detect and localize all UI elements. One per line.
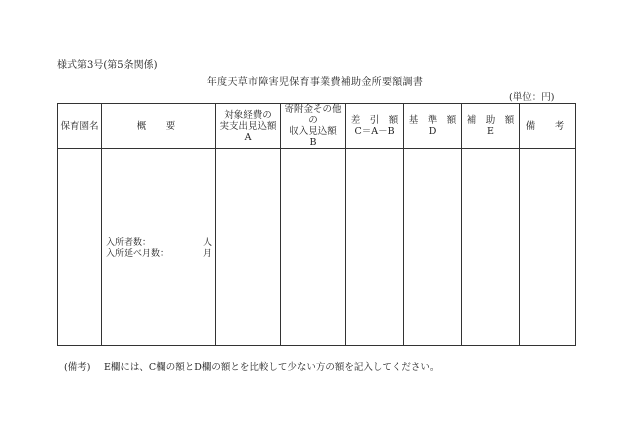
remark-label: (備考) xyxy=(64,362,91,373)
header-line: B xyxy=(309,137,317,148)
cell-standard-amount[interactable] xyxy=(404,149,462,346)
table-header-row xyxy=(58,104,576,149)
col-header-difference xyxy=(346,104,404,149)
form-number: 様式第3号(第5条関係) xyxy=(57,60,158,71)
header-line: 補 助 額 xyxy=(466,115,515,126)
header-line: 対象経費の xyxy=(224,109,272,121)
cell-overview[interactable] xyxy=(102,149,216,346)
col-header-remarks xyxy=(520,104,576,149)
estimate-table xyxy=(57,103,576,346)
cell-difference[interactable] xyxy=(346,149,404,346)
cell-nursery-name[interactable] xyxy=(58,149,102,346)
header-line: 寄附金その他の xyxy=(284,104,342,126)
table-row xyxy=(58,149,576,346)
remark-text: E欄には、C欄の額とD欄の額とを比較して少ない方の額を記入してください。 xyxy=(104,362,440,373)
field-unit: 月 xyxy=(203,249,213,259)
col-header-nursery-name xyxy=(58,104,102,149)
header-line: 保育園名 xyxy=(60,120,99,132)
header-line: D xyxy=(428,126,437,137)
field-label: 入所延べ月数： xyxy=(106,249,170,259)
col-header-standard-amount xyxy=(404,104,462,149)
header-line: E xyxy=(487,126,494,137)
header-line: A xyxy=(244,131,252,143)
header-line: 備 考 xyxy=(525,120,570,132)
col-header-overview xyxy=(102,104,216,149)
header-line: 実支出見込額 xyxy=(219,120,277,132)
col-header-subsidy-amount xyxy=(462,104,520,149)
footer-remark xyxy=(64,359,439,373)
unit-note: (単位：円) xyxy=(509,92,555,103)
enrolled-months-field xyxy=(106,249,213,260)
header-line: 差 引 額 xyxy=(350,115,399,126)
cell-expected-expenditure[interactable] xyxy=(216,149,281,346)
header-line: 基 準 額 xyxy=(408,115,457,126)
cell-subsidy-amount[interactable] xyxy=(462,149,520,346)
field-unit: 人 xyxy=(203,238,213,248)
cell-remarks[interactable] xyxy=(520,149,576,346)
col-header-donations-other-income xyxy=(281,104,346,149)
enrollees-count-field xyxy=(106,238,213,249)
field-label: 入所者数： xyxy=(106,238,152,248)
header-line: C＝A－B xyxy=(354,126,395,137)
document-title: 年度天草市障害児保育事業費補助金所要額調書 xyxy=(206,77,424,88)
cell-donations-other-income[interactable] xyxy=(281,149,346,346)
header-line: 概 要 xyxy=(136,120,181,132)
header-line: 収入見込額 xyxy=(289,126,337,137)
col-header-expected-expenditure xyxy=(216,104,281,149)
